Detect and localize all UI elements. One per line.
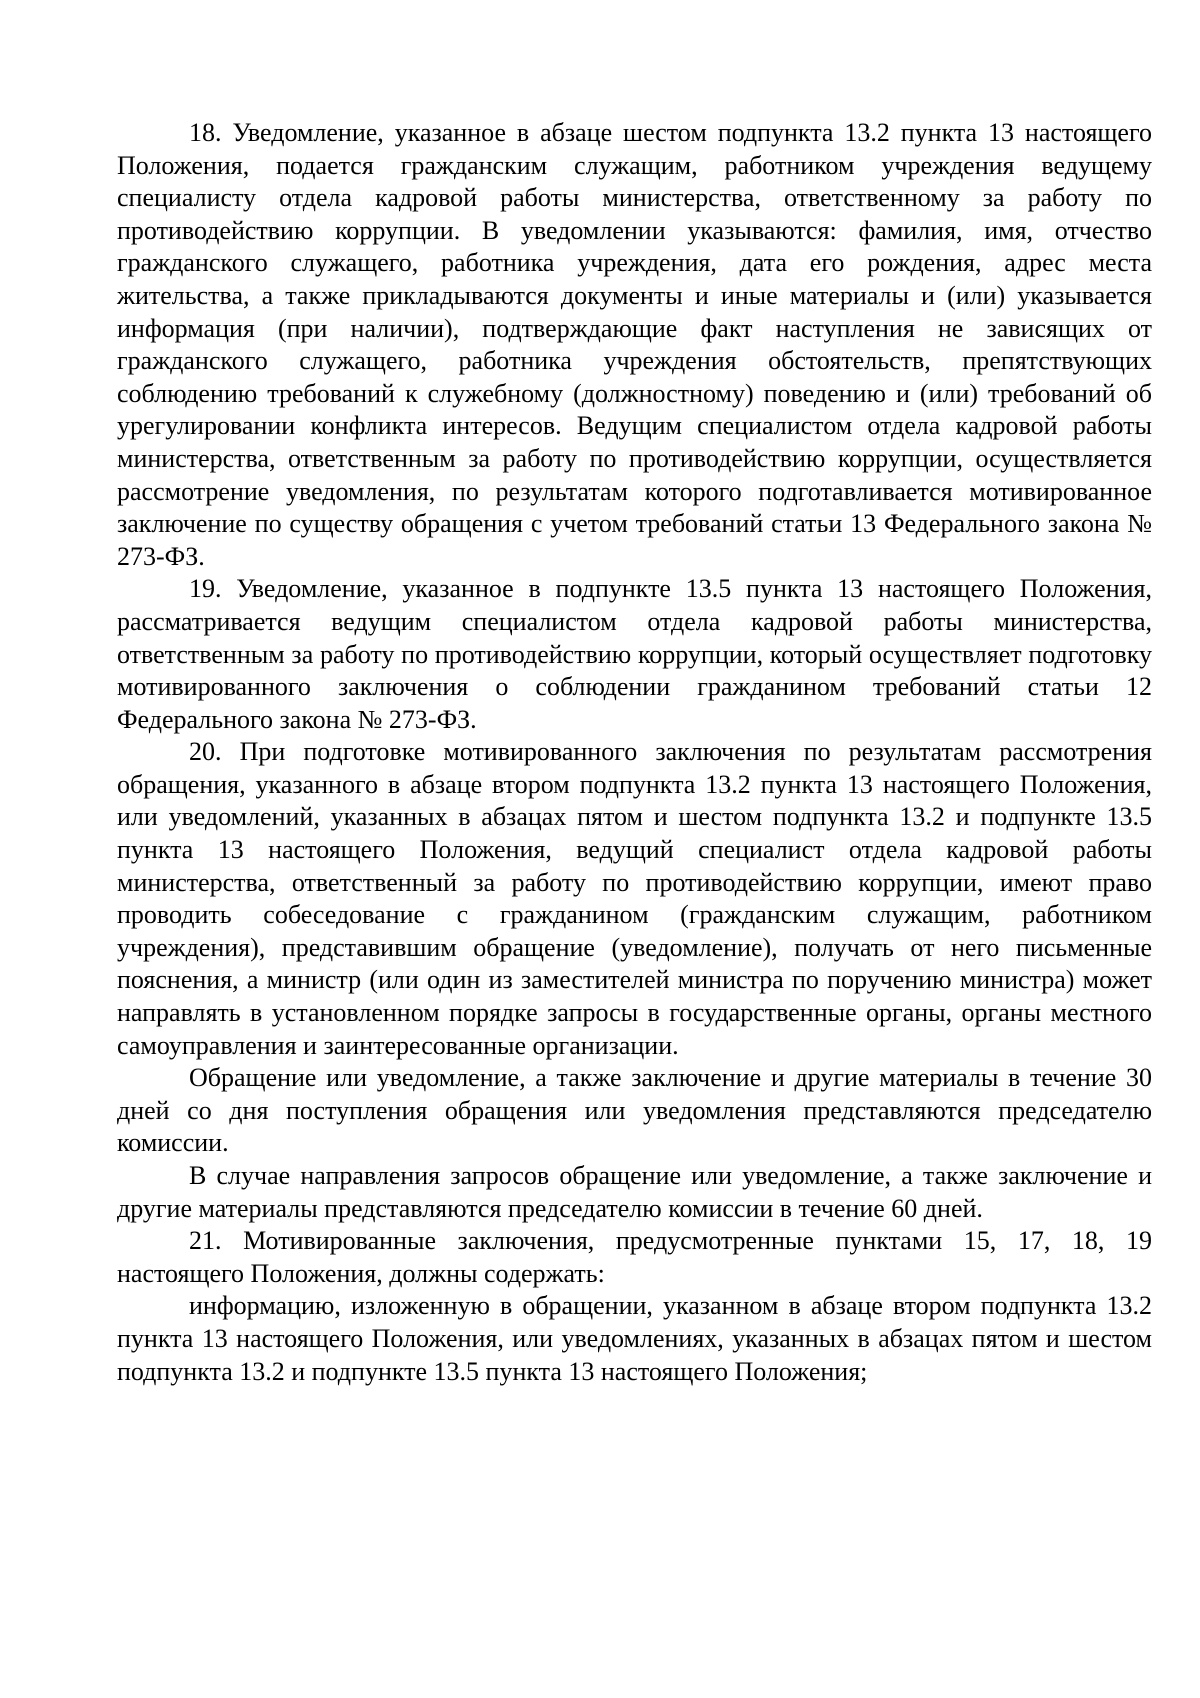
- paragraph-18: 18. Уведомление, указанное в абзаце шестом подпункта 13.2 пункта 13 настоящего Положения, подается гражданским служащим, работником учреждения ведущему специалисту отдела кадровой работы министерства, ответственному за работу по противодействию коррупции. В уведомлении указываются: фамилия, имя, отчество гражданского служащего, работника учреждения, дата его рождения, адрес места жительства, а также прикладываются документы и иные материалы и (или) указывается информация (при наличии), подтверждающие факт наступления не зависящих от гражданского служащего, работника учреждения обстоятельств, препятствующих соблюдению требований к служебному (должностному) поведению и (или) требований об урегулировании конфликта интересов. Ведущим специалистом отдела кадровой работы министерства, ответственным за работу по противодействию коррупции, осуществляется рассмотрение уведомления, по результатам которого подготавливается мотивированное заключение по существу обращения с учетом требований статьи 13 Федерального закона № 273-ФЗ.: [117, 118, 1152, 571]
- paragraph-21: 21. Мотивированные заключения, предусмотренные пунктами 15, 17, 18, 19 настоящего Положения, должны содержать:: [117, 1226, 1152, 1288]
- paragraph-20-extended-term: В случае направления запросов обращение или уведомление, а также заключение и другие материалы представляются председателю комиссии в течение 60 дней.: [117, 1161, 1152, 1223]
- paragraph-20: 20. При подготовке мотивированного заключения по результатам рассмотрения обращения, указанного в абзаце втором подпункта 13.2 пункта 13 настоящего Положения, или уведомлений, указанных в абзацах пятом и шестом подпункта 13.2 и подпункте 13.5 пункта 13 настоящего Положения, ведущий специалист отдела кадровой работы министерства, ответственный за работу по противодействию коррупции, имеют право проводить собеседование с гражданином (гражданским служащим, работником учреждения), представившим обращение (уведомление), получать от него письменные пояснения, а министр (или один из заместителей министра по поручению министра) может направлять в установленном порядке запросы в государственные органы, органы местного самоуправления и заинтересованные организации.: [117, 737, 1152, 1060]
- paragraph-21-item-1: информацию, изложенную в обращении, указанном в абзаце втором подпункта 13.2 пункта 13 настоящего Положения, или уведомлениях, указанных в абзацах пятом и шестом подпункта 13.2 и подпункте 13.5 пункта 13 настоящего Положения;: [117, 1291, 1152, 1386]
- paragraph-19: 19. Уведомление, указанное в подпункте 13.5 пункта 13 настоящего Положения, рассматривается ведущим специалистом отдела кадровой работы министерства, ответственным за работу по противодействию коррупции, который осуществляет подготовку мотивированного заключения о соблюдении гражданином требований статьи 12 Федерального закона № 273-ФЗ.: [117, 574, 1152, 734]
- document-page: [117, 117, 1152, 1388]
- paragraph-20-submission-term: Обращение или уведомление, а также заключение и другие материалы в течение 30 дней со дня поступления обращения или уведомления представляются председателю комиссии.: [117, 1063, 1152, 1158]
